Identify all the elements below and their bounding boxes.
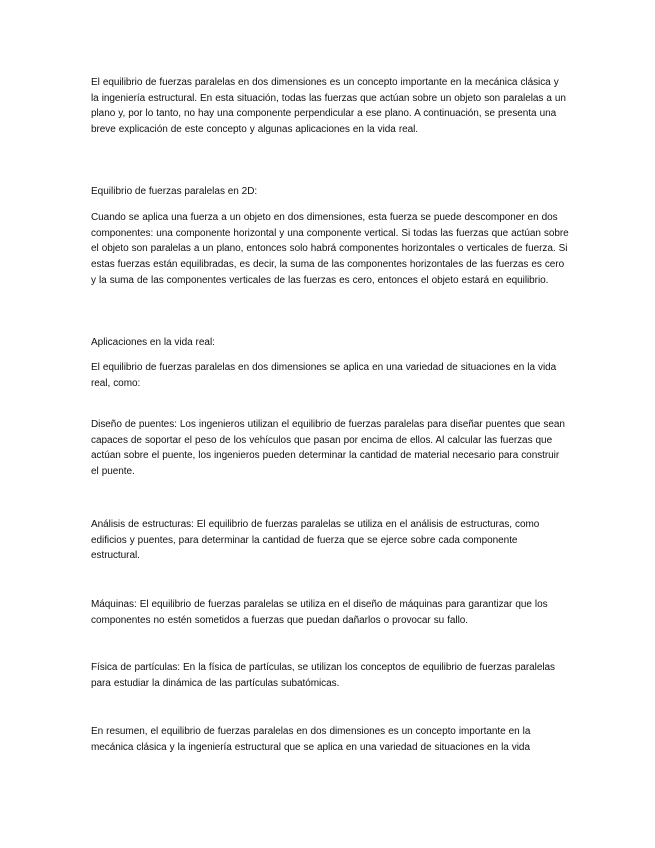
intro-paragraph: El equilibrio de fuerzas paralelas en dos dimensiones es un concepto importante en la mecánica clásica y la ingeniería estructural. En esta situación, todas las fuerzas que actúan sobre un objeto son paralelas a un plano y, por lo tanto, no hay una componente perpendicular a ese plano. A continuación, se presenta una breve explicación de este concepto y algunas aplicaciones en la vida real.	[91, 77, 566, 136]
equilibrium-paragraph: Cuando se aplica una fuerza a un objeto en dos dimensiones, esta fuerza se puede descomponer en dos componentes: una componente horizontal y una componente vertical. Si todas las fuerzas que actúan sobre el objeto son paralelas a un plano, entonces solo habrá componentes horizontales o verticales de fuerza. Si estas fuerzas están equilibradas, es decir, la suma de las componentes horizontales de las fuerzas es cero y la suma de las componentes verticales de las fuerzas es cero, entonces el objeto estará en equilibrio.	[91, 212, 569, 286]
application-machines-paragraph: Máquinas: El equilibrio de fuerzas paralelas se utiliza en el diseño de máquinas para garantizar que los componentes no estén sometidos a fuerzas que puedan dañarlos o provocar su fallo.	[91, 599, 548, 626]
application-bridges-paragraph: Diseño de puentes: Los ingenieros utilizan el equilibrio de fuerzas paralelas para diseñar puentes que sean capaces de soportar el peso de los vehículos que pasan por encima de ellos. Al calcular las fuerzas que actúan sobre el puente, los ingenieros pueden determinar la cantidad de material necesario para construir el puente.	[91, 419, 565, 478]
summary-paragraph: En resumen, el equilibrio de fuerzas paralelas en dos dimensiones es un concepto importante en la mecánica clásica y la ingeniería estructural que se aplica en una variedad de situaciones en la vida	[91, 726, 531, 753]
section-heading-applications: Aplicaciones en la vida real:	[91, 337, 215, 348]
applications-intro-paragraph: El equilibrio de fuerzas paralelas en dos dimensiones se aplica en una variedad de situaciones en la vida real, como:	[91, 362, 557, 389]
application-structures-paragraph: Análisis de estructuras: El equilibrio de fuerzas paralelas se utiliza en el análisis de estructuras, como edificios y puentes, para determinar la cantidad de fuerza que se ejerce sobre cada componente estructural.	[91, 519, 540, 562]
application-particles-paragraph: Física de partículas: En la física de partículas, se utilizan los conceptos de equilibrio de fuerzas paralelas para estudiar la dinámica de las partículas subatómicas.	[91, 662, 555, 689]
section-heading-equilibrium: Equilibrio de fuerzas paralelas en 2D:	[91, 186, 258, 197]
